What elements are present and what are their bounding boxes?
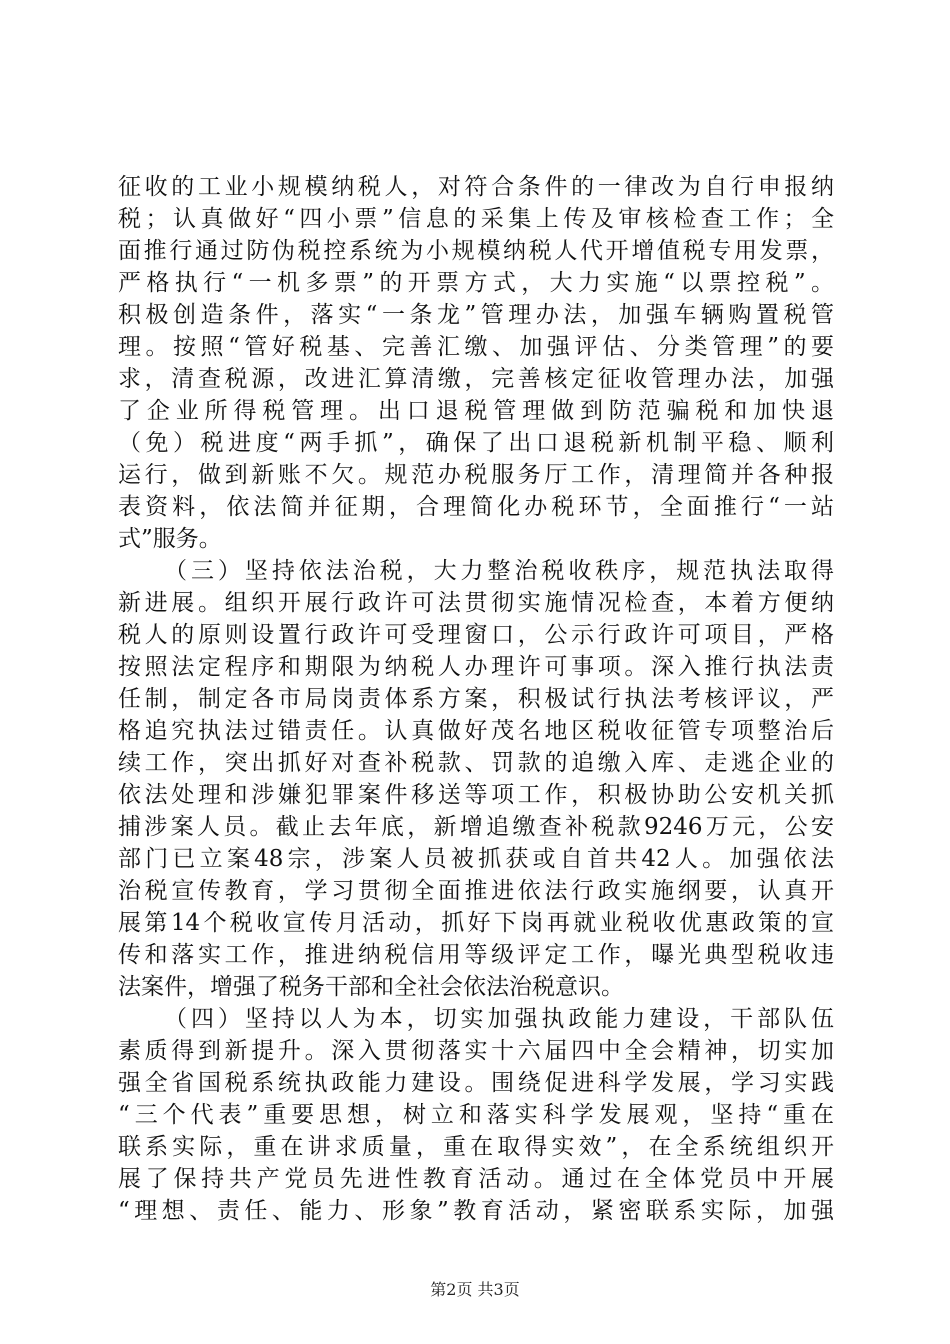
- text-line: 部门已立案48宗，涉案人员被抓获或自首共42人。加强依法: [118, 846, 834, 872]
- text-line: “三个代表”重要思想，树立和落实科学发展观，坚持“重在: [118, 1102, 834, 1128]
- text-line: 运行，做到新账不欠。规范办税服务厅工作，清理简并各种报: [118, 462, 834, 488]
- page-footer: [0, 1280, 950, 1300]
- text-line: 格追究执法过错责任。认真做好茂名地区税收征管专项整治后: [118, 718, 834, 744]
- text-line: 表资料，依法简并征期，合理简化办税环节，全面推行“一站: [118, 494, 834, 520]
- text-line: 求，清查税源，改进汇算清缴，完善核定征收管理办法，加强: [118, 366, 834, 392]
- text-line: 任制，制定各市局岗责体系方案，积极试行执法考核评议，严: [118, 686, 834, 712]
- text-line: 联系实际，重在讲求质量，重在取得实效”，在全系统组织开: [118, 1134, 834, 1160]
- text-line: 素质得到新提升。深入贯彻落实十六届四中全会精神，切实加: [118, 1038, 834, 1064]
- text-line: “理想、责任、能力、形象”教育活动，紧密联系实际，加强: [118, 1198, 834, 1224]
- text-line: 新进展。组织开展行政许可法贯彻实施情况检查，本着方便纳: [118, 590, 834, 616]
- page-number-label: 第2页 共3页: [430, 1280, 520, 1299]
- text-line: 治税宣传教育，学习贯彻全面推进依法行政实施纲要，认真开: [118, 878, 834, 904]
- text-line: 强全省国税系统执政能力建设。围绕促进科学发展，学习实践: [118, 1070, 834, 1096]
- text-line: 面推行通过防伪税控系统为小规模纳税人代开增值税专用发票，: [118, 238, 834, 264]
- text-line: 捕涉案人员。截止去年底，新增追缴查补税款9246万元，公安: [118, 814, 834, 840]
- text-line: 积极创造条件，落实“一条龙”管理办法，加强车辆购置税管: [118, 302, 834, 328]
- text-line: （免）税进度“两手抓”，确保了出口退税新机制平稳、顺利: [118, 430, 834, 456]
- text-line: 式”服务。: [118, 526, 222, 552]
- text-line: 理。按照“管好税基、完善汇缴、加强评估、分类管理”的要: [118, 334, 834, 360]
- text-line: 了企业所得税管理。出口退税管理做到防范骗税和加快退: [118, 398, 834, 424]
- text-line: 传和落实工作，推进纳税信用等级评定工作，曝光典型税收违: [118, 942, 834, 968]
- text-line: 按照法定程序和期限为纳税人办理许可事项。深入推行执法责: [118, 654, 834, 680]
- text-line: 征收的工业小规模纳税人，对符合条件的一律改为自行申报纳: [118, 174, 834, 200]
- text-line: 法案件，增强了税务干部和全社会依法治税意识。: [118, 974, 624, 1000]
- text-line: 续工作，突出抓好对查补税款、罚款的追缴入库、走逃企业的: [118, 750, 834, 776]
- text-line: 依法处理和涉嫌犯罪案件移送等项工作，积极协助公安机关抓: [118, 782, 834, 808]
- text-line: 展了保持共产党员先进性教育活动。通过在全体党员中开展: [118, 1166, 834, 1192]
- text-line: 税；认真做好“四小票”信息的采集上传及审核检查工作；全: [118, 206, 834, 232]
- paragraph-heading-line: （四）坚持以人为本，切实加强执政能力建设，干部队伍: [164, 1006, 834, 1032]
- body-text: [118, 171, 834, 1227]
- text-line: 展第14个税收宣传月活动，抓好下岗再就业税收优惠政策的宣: [118, 910, 834, 936]
- text-line: 严格执行“一机多票”的开票方式，大力实施“以票控税”。: [118, 270, 834, 296]
- text-line: 税人的原则设置行政许可受理窗口，公示行政许可项目，严格: [118, 622, 834, 648]
- paragraph-heading-line: （三）坚持依法治税，大力整治税收秩序，规范执法取得: [164, 558, 834, 584]
